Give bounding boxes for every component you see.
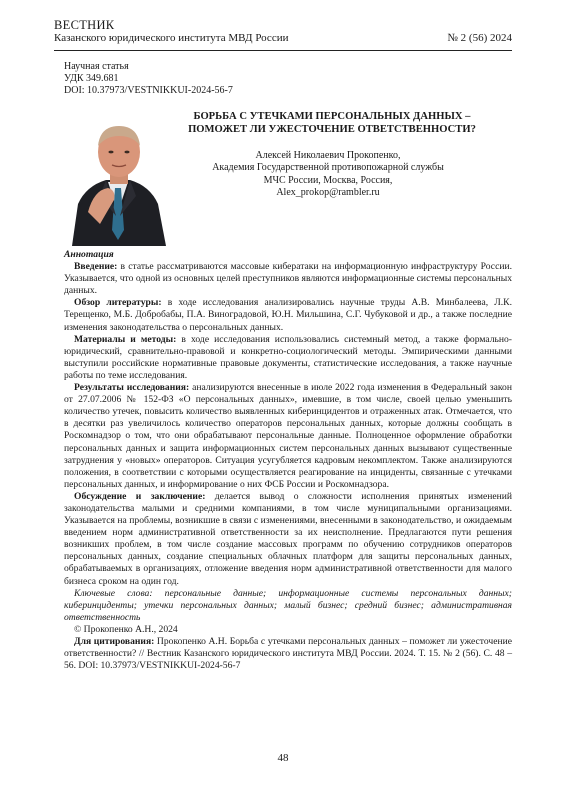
title-line-2: ПОМОЖЕТ ЛИ УЖЕСТОЧЕНИЕ ОТВЕТСТВЕННОСТИ? xyxy=(188,124,476,135)
review-label: Обзор литературы: xyxy=(74,297,162,309)
article-title xyxy=(152,110,512,136)
doi: DOI: 10.37973/VESTNIKKUI-2024-56-7 xyxy=(64,85,233,96)
abstract-introduction xyxy=(64,261,512,297)
discussion-label: Обсуждение и заключение: xyxy=(74,490,206,502)
keywords-text: персональные данные; информационные системы персональных данных; киберинциденты; утечки персональных данных; малый бизнес; средний бизнес; административная ответственность xyxy=(64,587,512,623)
header-rule xyxy=(54,50,512,51)
page-number: 48 xyxy=(277,752,289,764)
author-block xyxy=(178,150,478,199)
review-text: в ходе исследования анализировались научные труды А.В. Минбалеева, Л.К. Терещенко, М.Б. Добробабы, П.А. Виноградовой, Ю.Н. Мильшина, С.Г. Чубуковой и др., а также последние изменения законодательства о персональных данных. xyxy=(64,297,512,333)
introduction-label: Введение: xyxy=(74,261,118,273)
author-affiliation-2: МЧС России, Москва, Россия, xyxy=(263,174,393,186)
title-line-1: БОРЬБА С УТЕЧКАМИ ПЕРСОНАЛЬНЫХ ДАННЫХ – xyxy=(193,111,471,122)
results-text: анализируются внесенные в июле 2022 года изменения в Федеральный закон от 27.07.2006 № 152-ФЗ «О персональных данных», имевшие, в том числе, своей целью уменьшить количество утечек, повысить количество выявленных киберинцидентов и отраженных атак. Отмечается, что в десятки раз увеличилось количество операторов персональных данных, которые должны сообщать в Роскомнадзор о том, что они обрабатывают персональные данные. Полноценное оформление обработки персональных данных и защита информационных систем персональных данных вызывают существенные затруднения у «новых» операторов. Ситуация усугубляется кадровым некомплектом. Также анализируются положения, в соответствии с которыми осуществляется реагирование на инциденты, связанные с утечками персональных данных, и информирование о них ФСБ России и Роскомнадзора. xyxy=(64,382,512,490)
keywords-label: Ключевые слова: xyxy=(74,587,153,599)
author-name: Алексей Николаевич Прокопенко, xyxy=(255,150,401,161)
introduction-text: в статье рассматриваются массовые кибератаки на информационную инфраструктуру России. Указывается, что одной из основных целей преступников являются информационные системы персональных данных. xyxy=(64,261,512,297)
citation-text: Прокопенко А.Н. Борьба с утечками персональных данных – поможет ли ужесточение ответственности? // Вестник Казанского юридического института МВД России. 2024. Т. 15. № 2 (56). С. 48 – 56. DOI: 10.37973/VESTNIKKUI-2024-56-7 xyxy=(64,636,513,672)
abstract-discussion xyxy=(64,491,512,588)
abstract-results xyxy=(64,382,512,491)
institution-name: Казанского юридического института МВД России xyxy=(54,32,289,44)
citation xyxy=(64,636,512,672)
citation-label: Для цитирования: xyxy=(74,636,155,647)
running-header xyxy=(54,18,512,45)
methods-label: Материалы и методы: xyxy=(74,333,177,345)
author-photo xyxy=(64,112,172,246)
issue-number: № 2 (56) 2024 xyxy=(447,32,512,44)
abstract-heading: Аннотация xyxy=(64,249,114,260)
author-affiliation-1: Академия Государственной противопожарной службы xyxy=(212,162,444,174)
article-meta xyxy=(64,61,233,97)
author-email: Alex_prokop@rambler.ru xyxy=(276,186,380,198)
article-body xyxy=(64,249,512,672)
methods-text: в ходе исследования использовались системный метод, а также формально-юридический, сравнительно-правовой и конкретно-социологический методы. Эмпирическими данными выступили российские нормативные правовые документы, статистические исследования, а также научные работы по теме исследования. xyxy=(64,333,512,381)
article-type: Научная статья xyxy=(64,61,129,72)
journal-name: ВЕСТНИК xyxy=(54,18,115,32)
udc-code: УДК 349.681 xyxy=(64,73,119,84)
discussion-text: делается вывод о сложности исполнения принятых изменений законодательства малыми и средними компаниями, в том числе муниципальными организациями. Указывается на проблемы, возникшие в связи с изменениями, внесенными в законодательство, и ожидаемым введением норм административной ответственности за их неисполнение. Предлагаются пути решения возникших проблем, в том числе создание массовых программ по обучению сотрудников операторов персональных данных, создание специальных облачных платформ для защиты персональных данных, обрабатываемых в организациях, отложение введения норм административной ответственности для малого бизнеса сроком на один год. xyxy=(64,490,512,587)
copyright: © Прокопенко А.Н., 2024 xyxy=(74,623,178,635)
keywords xyxy=(64,588,512,624)
abstract-methods xyxy=(64,334,512,382)
abstract-review xyxy=(64,297,512,333)
results-label: Результаты исследования: xyxy=(74,382,190,394)
